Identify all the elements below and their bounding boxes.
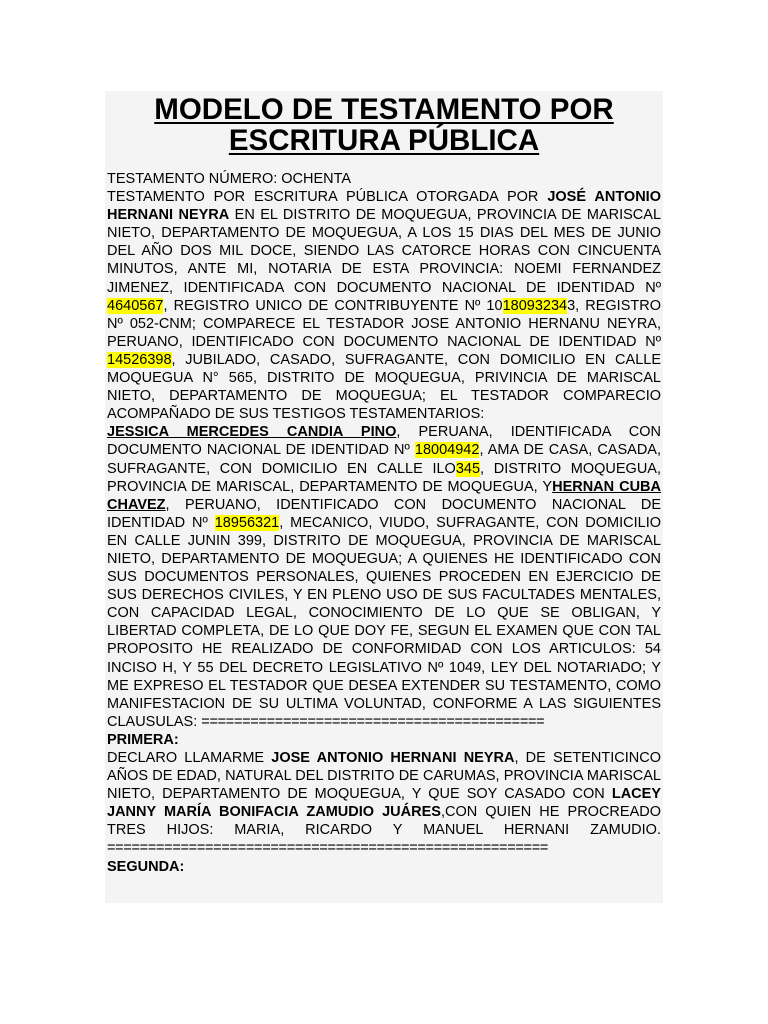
text-span: , MECANICO, VIUDO, SUFRAGANTE, CON DOMICILIO EN CALLE JUNIN 399, DISTRITO DE MOQUEGUA, PROVINCIA DE MARISCAL NIETO, DEPARTAMENTO DE MOQUEGUA; A QUIENES HE IDENTIFICADO CON SUS DOCUMENTOS PERSONALES, QUIENES PROCEDEN EN EJERCICIO DE SUS DERECHOS CIVILES, Y EN PLENO USO DE SUS FACULTADES MENTALES, CON CAPACIDAD LEGAL, CONOCIMIENTO DE LO QUE SE OBLIGAN, Y LIBERTAD COMPLETA, DE LO QUE DOY FE, SEGUN EL EXAMEN QUE CON TAL PROPOSITO HE REALIZADO DE CONFORMIDAD CON LOS ARTICULOS: 54 INCISO H, Y 55 DEL DECRETO LEGISLATIVO Nº 1049, LEY DEL NOTARIADO; Y ME EXPRESO EL TESTADOR QUE DESEA EXTENDER SU TESTAMENTO, COMO MANIFESTACION DE SU ULTIMA VOLUNTAD, CONFORME A LAS SIGUIENTES CLAUSULAS: — [107, 514, 662, 730]
text-span: ,CON QUIEN HE PROCREADO TRES HIJOS: MARIA, RICARDO Y MANUEL HERNANI ZAMUDIO. — [107, 804, 661, 839]
clause-heading-primera — [107, 731, 661, 749]
highlighted-street-number: 345 — [455, 460, 481, 477]
heading-text: SEGUNDA: — [107, 858, 185, 875]
text-span: , AMA DE CASA, CASADA, SUFRAGANTE, CON DOMICILIO EN CALLE ILO — [107, 442, 661, 477]
spouse-name: LACEY JANNY MARÍA BONIFACIA ZAMUDIO JUÁRES — [107, 786, 661, 821]
document-title — [105, 94, 663, 156]
text-span: , PERUANA, IDENTIFICADA CON DOCUMENTO NACIONAL DE IDENTIDAD Nº — [107, 424, 661, 459]
highlighted-dni-testator: 14526398 — [107, 351, 172, 368]
title-line-2: ESCRITURA PÚBLICA — [228, 124, 540, 157]
text-span: , DISTRITO MOQUEGUA, PROVINCIA DE MARISCAL, DEPARTAMENTO DE MOQUEGUA, Y — [107, 460, 662, 495]
highlighted-ruc: 18093234 — [502, 297, 568, 314]
paragraph-intro — [107, 188, 661, 423]
text-span: 3, REGISTRO Nº 052-CNM; COMPARECE EL TESTADOR JOSE ANTONIO HERNANU NEYRA, PERUANO, IDENTIFICADO CON DOCUMENTO NACIONAL DE IDENTIDAD Nº — [107, 297, 661, 350]
text-span: , JUBILADO, CASADO, SUFRAGANTE, CON DOMICILIO EN CALLE MOQUEGUA N° 565, DISTRITO DE MOQUEGUA, PRIVINCIA DE MARISCAL NIETO, DEPARTAMENTO DE MOQUEGUA; EL TESTADOR COMPARECIO ACOMPAÑADO DE SUS TESTIGOS TESTAMENTARIOS: — [107, 351, 661, 423]
paragraph-witnesses — [107, 423, 661, 731]
title-line-1: MODELO DE TESTAMENTO POR — [154, 93, 614, 126]
text-span: , DE SETENTICINCO AÑOS DE EDAD, NATURAL DEL DISTRITO DE CARUMAS, PROVINCIA MARISCAL NIETO, DEPARTAMENTO DE MOQUEGUA, Y QUE SOY CASADO CON — [107, 750, 661, 803]
heading-text: PRIMERA: — [107, 731, 179, 748]
separator-rule: ========================================== — [201, 713, 545, 730]
document-page — [105, 91, 663, 903]
paragraph-primera — [107, 749, 661, 858]
text-span: TESTAMENTO POR ESCRITURA PÚBLICA OTORGADA POR — [107, 189, 548, 206]
testament-number: TESTAMENTO NÚMERO: OCHENTA — [107, 171, 352, 187]
text-span: , REGISTRO UNICO DE CONTRIBUYENTE Nº 10 — [163, 297, 503, 314]
declarant-name: JOSE ANTONIO HERNANI NEYRA — [271, 750, 515, 766]
witness-1-name: JESSICA MERCEDES CANDIA PINO — [107, 424, 397, 441]
text-span: EN EL DISTRITO DE MOQUEGUA, PROVINCIA DE MARISCAL NIETO, DEPARTAMENTO DE MOQUEGUA, A LOS 15 DIAS DEL MES DE JUNIO DEL AÑO DOS MIL DOCE, SIENDO LAS CATORCE HORAS CON CINCUENTA MINUTOS, ANTE MI, NOTARIA DE ESTA PROVINCIA: NOEMI FERNANDEZ JIMENEZ, IDENTIFICADA CON DOCUMENTO NACIONAL DE IDENTIDAD Nº — [107, 207, 662, 296]
text-span: , PERUANO, IDENTIFICADO CON DOCUMENTO NACIONAL DE IDENTIDAD Nº — [107, 496, 661, 531]
highlighted-dni-witness-2: 18956321 — [214, 514, 280, 531]
separator-rule: ====================================================== — [107, 840, 549, 857]
witness-2-name: HERNAN CUBA CHAVEZ — [107, 478, 661, 513]
highlighted-dni-notary: 4640567 — [107, 297, 164, 314]
document-body — [105, 170, 663, 876]
text-span: DECLARO LLAMARME — [107, 750, 272, 766]
highlighted-dni-witness-1: 18004942 — [414, 442, 480, 459]
clause-heading-segunda — [107, 858, 661, 876]
testator-name: JOSÉ ANTONIO HERNANI NEYRA — [107, 189, 661, 224]
